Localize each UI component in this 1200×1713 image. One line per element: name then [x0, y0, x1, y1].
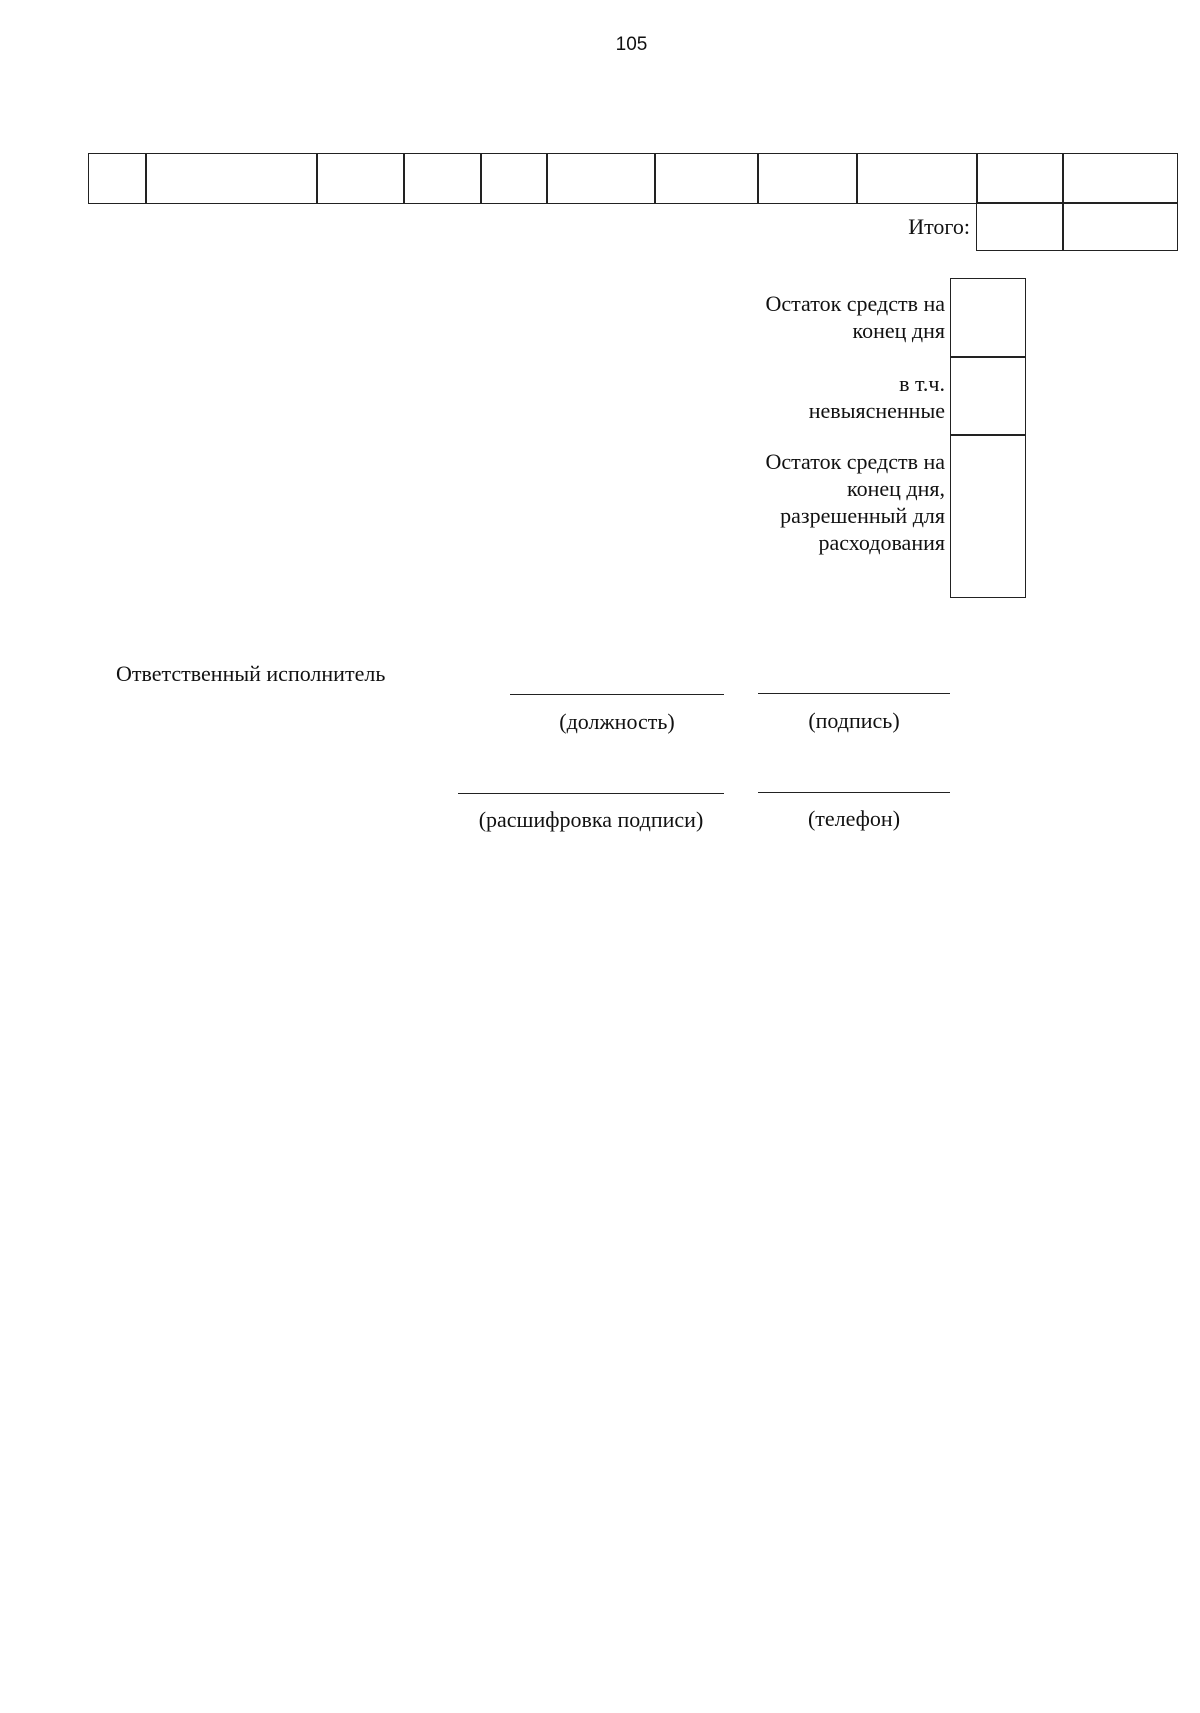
signature-line — [758, 693, 950, 694]
table-cell — [757, 153, 858, 204]
table-cell — [856, 153, 978, 204]
totals-cell — [976, 202, 1064, 251]
position-caption: (должность) — [559, 709, 675, 734]
balance-allowed-cell — [950, 434, 1026, 598]
balance-end-of-day-label: Остаток средств на конец дня — [765, 291, 945, 343]
responsible-executor-label: Ответственный исполнитель — [116, 661, 386, 686]
totals-label: Итого: — [908, 214, 970, 239]
name-caption: (расшифровка подписи) — [478, 807, 704, 832]
table-cell — [654, 153, 759, 204]
table-cell — [546, 153, 656, 204]
phone-caption: (телефон) — [807, 806, 901, 831]
table-cell — [403, 153, 482, 204]
table-cell — [88, 153, 147, 204]
table-cell — [1062, 153, 1178, 204]
balance-allowed-label: Остаток средств на конец дня, разрешенный для расходования — [765, 449, 945, 555]
table-cell — [976, 153, 1064, 204]
table-cell — [145, 153, 318, 204]
table-cell — [480, 153, 548, 204]
unclarified-label: в т.ч. невыясненные — [808, 371, 945, 423]
name-line — [458, 793, 724, 794]
table-cell — [316, 153, 405, 204]
unclarified-cell — [950, 356, 1026, 436]
balance-end-of-day-cell — [950, 278, 1026, 358]
totals-cell — [1062, 202, 1178, 251]
page-number: 105 — [615, 34, 648, 55]
position-line — [510, 694, 724, 695]
phone-line — [758, 792, 950, 793]
signature-caption: (подпись) — [808, 708, 900, 733]
